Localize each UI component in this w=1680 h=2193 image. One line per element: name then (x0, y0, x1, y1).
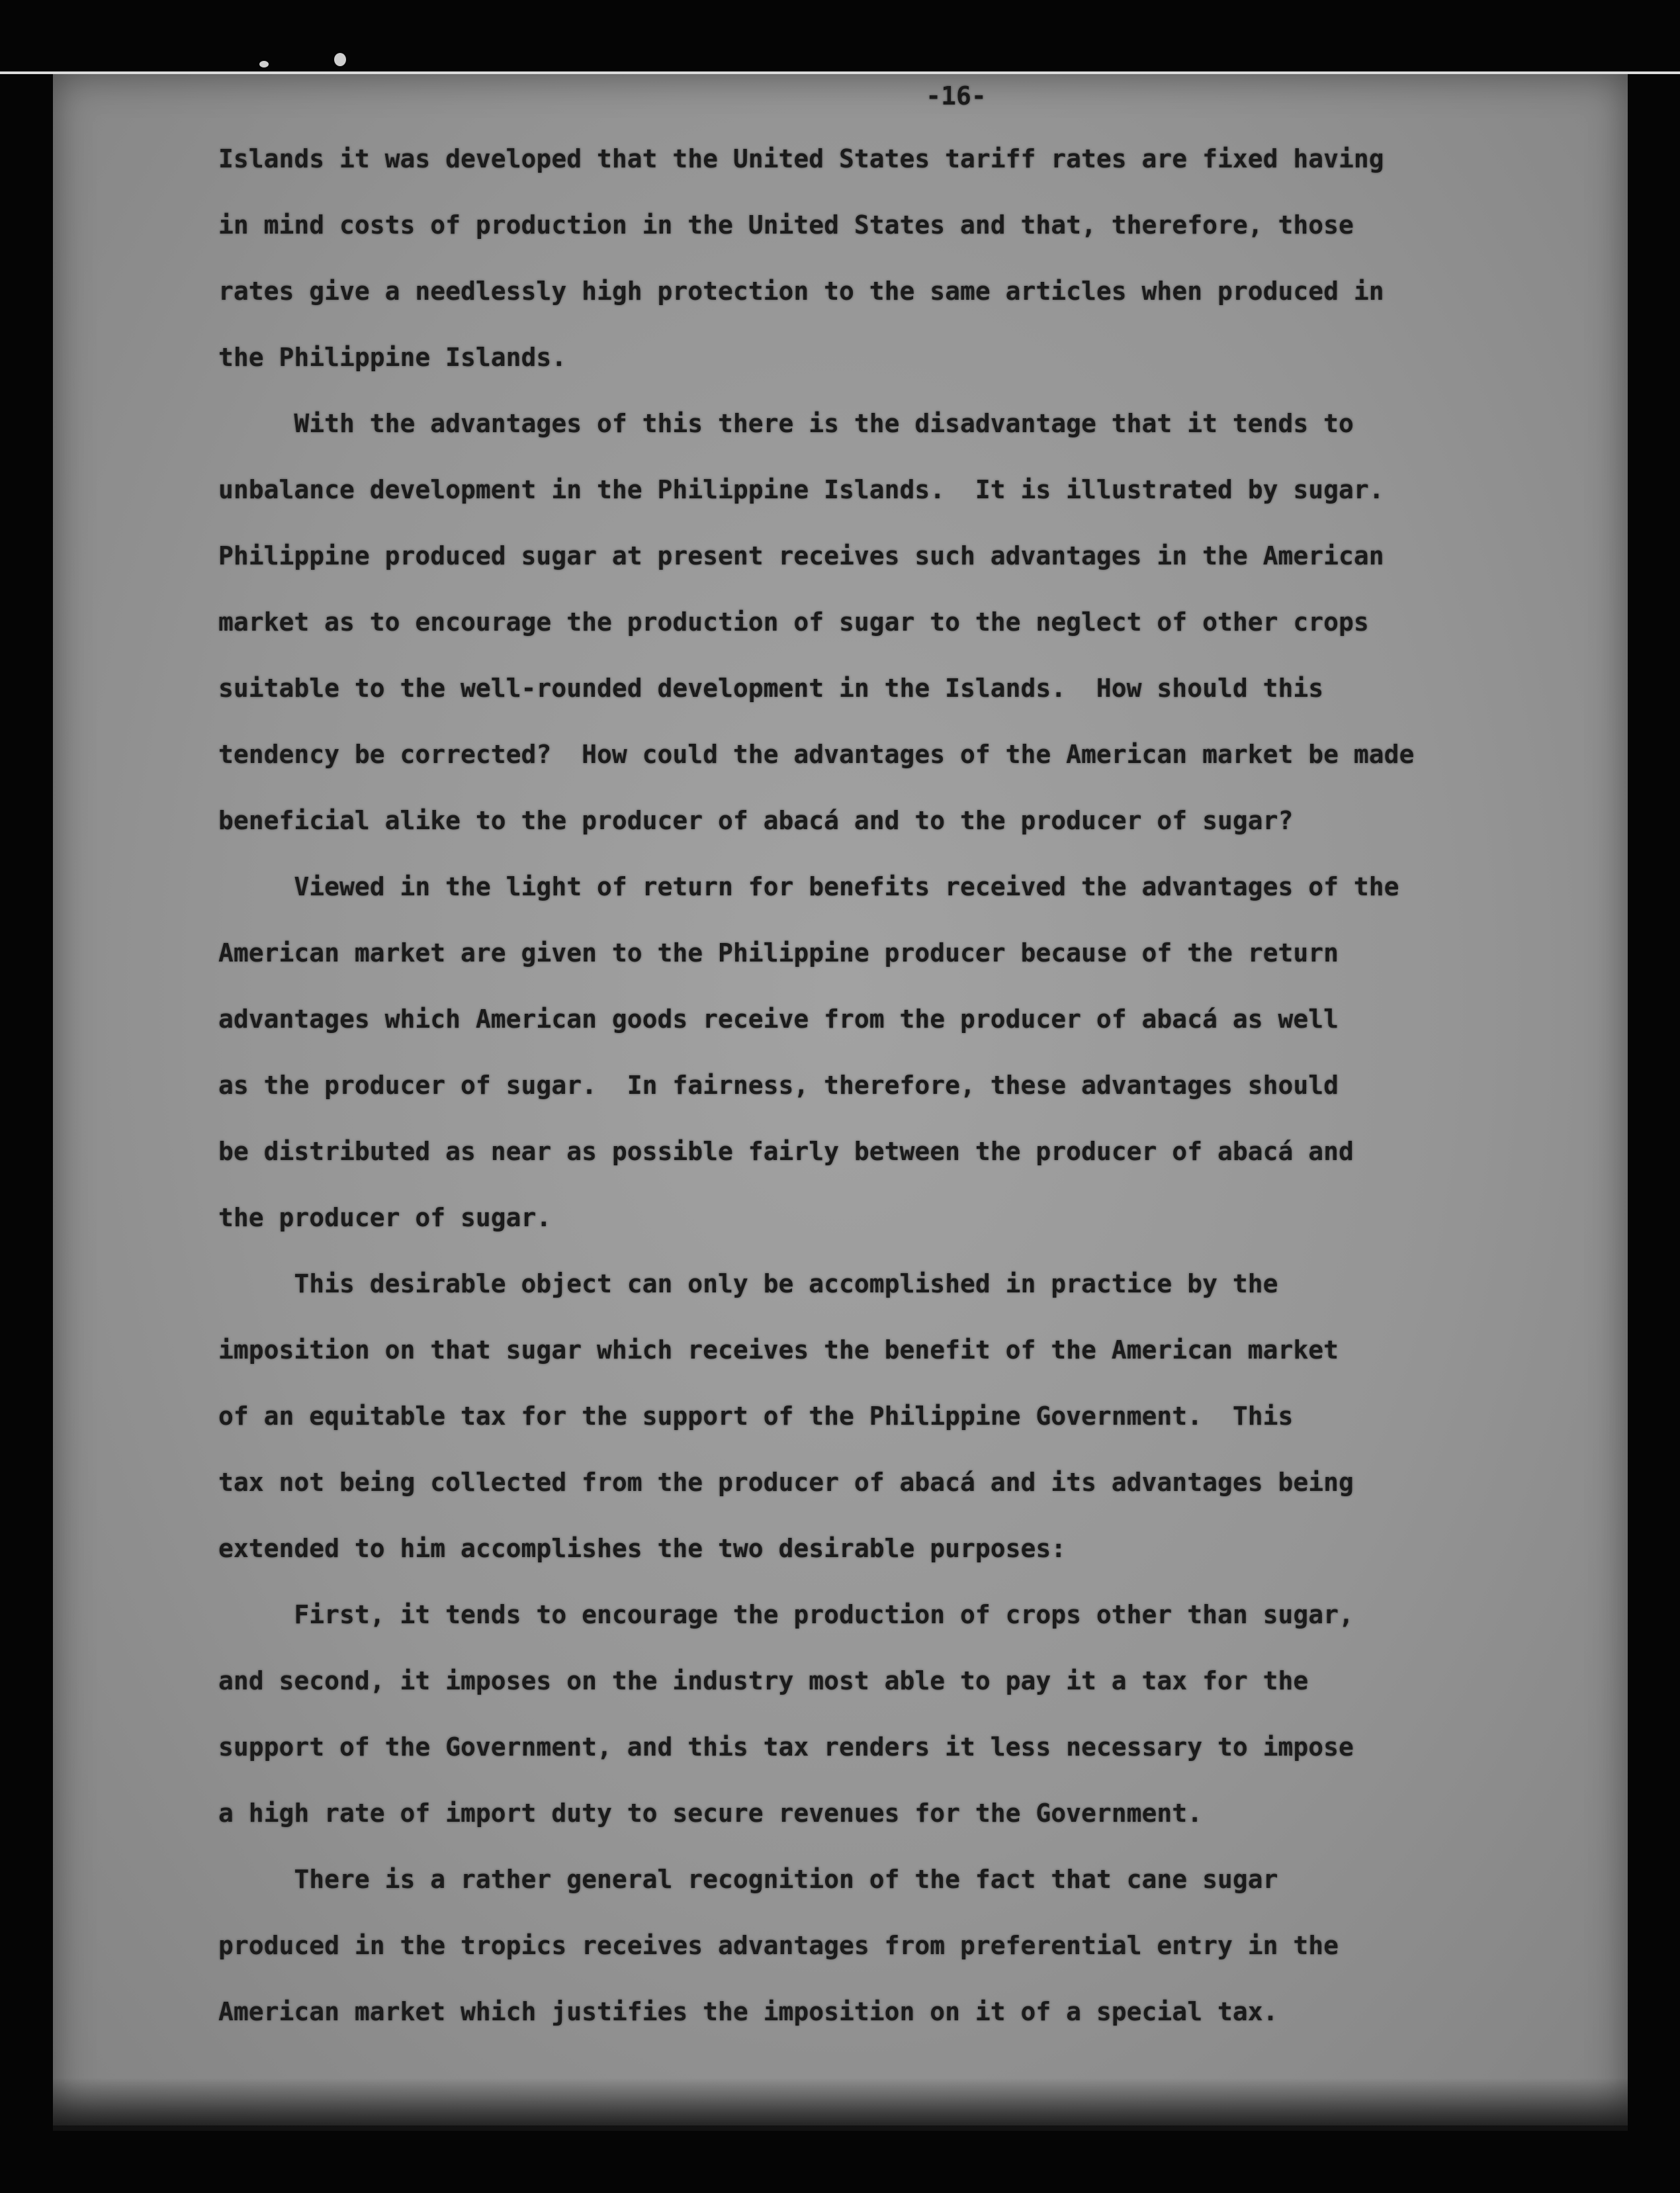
text-line: With the advantages of this there is the disadvantage that it tends to (218, 409, 1354, 438)
text-line: the Philippine Islands. (218, 343, 567, 372)
text-line: unbalance development in the Philippine Islands. It is illustrated by sugar. (218, 475, 1384, 504)
text-line: advantages which American goods receive from the producer of abacá as well (218, 1005, 1339, 1034)
paragraph-6 (218, 1846, 1581, 2045)
text-line: tendency be corrected? How could the advantages of the American market be made (218, 740, 1415, 769)
text-line: support of the Government, and this tax renders it less necessary to impose (218, 1732, 1354, 1762)
paragraph-1 (218, 126, 1581, 390)
document-body (218, 66, 1581, 2045)
text-line: First, it tends to encourage the production of crops other than sugar, (218, 1600, 1354, 1629)
text-line: American market which justifies the imposition on it of a special tax. (218, 1997, 1278, 2026)
text-line: tax not being collected from the producer of abacá and its advantages being (218, 1468, 1354, 1497)
paragraph-4 (218, 1251, 1581, 1582)
text-line: Philippine produced sugar at present receives such advantages in the American (218, 541, 1384, 570)
text-line: of an equitable tax for the support of the Philippine Government. This (218, 1402, 1294, 1431)
text-line: There is a rather general recognition of the fact that cane sugar (218, 1865, 1278, 1894)
text-line: imposition on that sugar which receives the benefit of the American market (218, 1335, 1339, 1365)
text-line: produced in the tropics receives advantages from preferential entry in the (218, 1931, 1339, 1960)
text-line: a high rate of import duty to secure revenues for the Government. (218, 1799, 1203, 1828)
text-line: This desirable object can only be accomplished in practice by the (218, 1269, 1278, 1298)
paragraph-3 (218, 854, 1581, 1251)
text-line: in mind costs of production in the United States and that, therefore, those (218, 210, 1354, 240)
text-line: American market are given to the Philippine producer because of the return (218, 938, 1339, 967)
page-number: -16- (926, 81, 987, 111)
dust-speck (334, 53, 346, 66)
page-bottom-shadow (53, 2078, 1628, 2131)
text-line: be distributed as near as possible fairly between the producer of abacá and (218, 1137, 1354, 1166)
text-line: the producer of sugar. (218, 1203, 552, 1232)
text-line: extended to him accomplishes the two desirable purposes: (218, 1534, 1067, 1563)
text-line: beneficial alike to the producer of abacá and to the producer of sugar? (218, 806, 1294, 835)
paragraph-2 (218, 390, 1581, 854)
text-line: rates give a needlessly high protection to the same articles when produced in (218, 277, 1384, 306)
text-line: as the producer of sugar. In fairness, therefore, these advantages should (218, 1071, 1339, 1100)
text-line: market as to encourage the production of sugar to the neglect of other crops (218, 607, 1369, 637)
paragraph-5 (218, 1582, 1581, 1846)
text-line: Viewed in the light of return for benefits received the advantages of the (218, 872, 1399, 901)
text-line: Islands it was developed that the United States tariff rates are fixed having (218, 144, 1384, 173)
text-line: and second, it imposes on the industry most able to pay it a tax for the (218, 1666, 1309, 1695)
text-line: suitable to the well-rounded development in the Islands. How should this (218, 674, 1324, 703)
